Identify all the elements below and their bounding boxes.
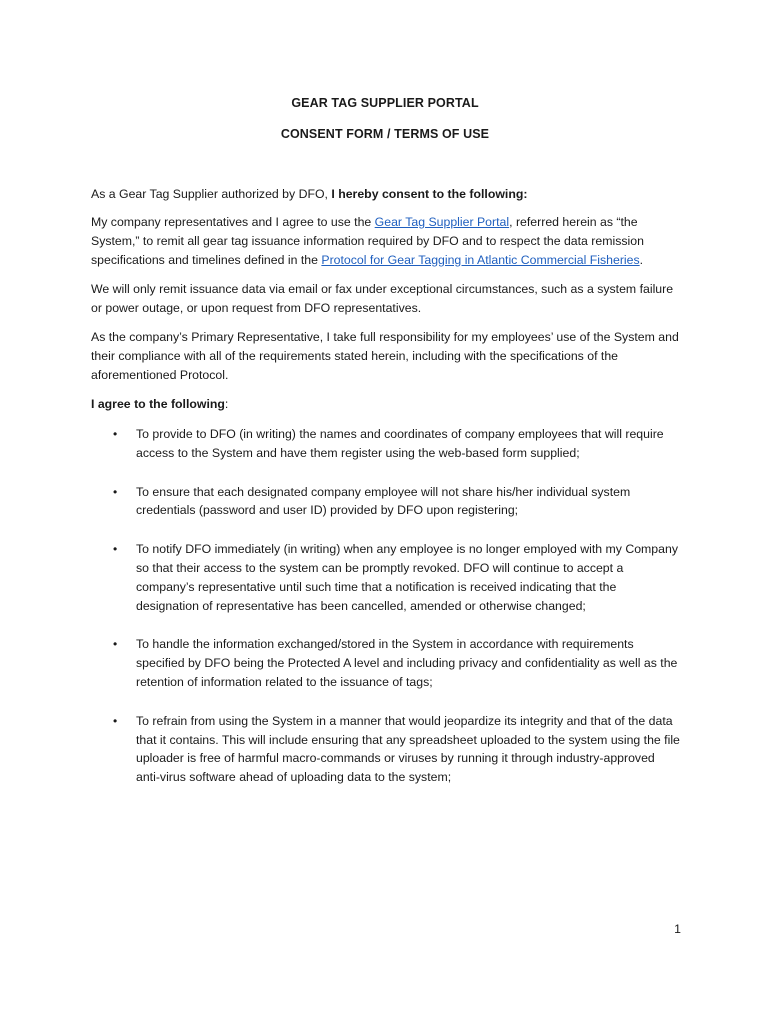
gear-tag-supplier-portal-link[interactable]: Gear Tag Supplier Portal	[374, 215, 510, 229]
protocol-gear-tagging-link[interactable]: Protocol for Gear Tagging in Atlantic Commercial Fisheries	[321, 252, 640, 267]
page-number: 1	[674, 922, 681, 936]
agree-heading-colon: :	[224, 397, 229, 411]
bullet-icon: •	[113, 542, 118, 557]
list-item-text: To notify DFO immediately (in writing) when any employee is no longer employed with my Company so that their access to the system can be promptly revoked. DFO will continue to accept a company’s representative until such time that a notification is received indicating that the designation of representative has been cancelled, amended or otherwise changed;	[136, 542, 678, 613]
intro-text: As a Gear Tag Supplier authorized by DFO,	[91, 187, 332, 201]
intro-consent-bold: I hereby consent to the following:	[331, 187, 528, 201]
paragraph-portal-usage	[91, 213, 681, 269]
paragraph-primary-representative: As the company’s Primary Representative, I take full responsibility for my employees’ use of the System and their compliance with all of the requirements stated herein, including with the specifications of the aforementioned Protocol.	[91, 330, 679, 382]
bullet-icon: •	[113, 427, 118, 441]
list-item-text: To provide to DFO (in writing) the names and coordinates of company employees that will require access to the System and have them register using the web-based form supplied;	[136, 427, 664, 460]
p1-text-3: .	[639, 252, 644, 267]
list-item-text: To ensure that each designated company employee will not share his/her individual system credentials (password and user ID) provided by DFO upon registering;	[136, 484, 631, 518]
bullet-icon: •	[113, 484, 118, 499]
agreement-list	[91, 425, 681, 787]
bullet-icon: •	[113, 713, 118, 728]
document-subtitle: CONSENT FORM / TERMS OF USE	[280, 127, 490, 141]
paragraph-exceptional-remission: We will only remit issuance data via email or fax under exceptional circumstances, such as a system failure or power outage, or upon request from DFO representatives.	[91, 282, 674, 315]
list-item-text: To handle the information exchanged/stored in the System in accordance with requirements specified by DFO being the Protected A level and including privacy and confidentiality as well as the retention of information related to the issuance of tags;	[136, 637, 678, 689]
document-title: GEAR TAG SUPPLIER PORTAL	[291, 96, 479, 110]
intro-paragraph	[91, 185, 681, 204]
agree-heading-bold: I agree to the following	[91, 397, 225, 411]
p1-text-2: , referred herein as “the System,” to remit all gear tag issuance information required by DFO and to respect the data remission specifications and timelines defined in the	[91, 215, 644, 267]
list-item	[91, 712, 681, 787]
bullet-icon: •	[113, 637, 118, 652]
list-item-text: To refrain from using the System in a manner that would jeopardize its integrity and that of the data that it contains. This will include ensuring that any spreadsheet uploaded to the system using the file uploader is free of harmful macro-commands or viruses by running it through industry-approved anti-virus software ahead of uploading data to the system;	[136, 713, 680, 785]
list-item	[91, 635, 681, 691]
list-item	[91, 425, 681, 463]
list-item	[91, 540, 681, 615]
list-item	[91, 483, 681, 521]
p1-text-1: My company representatives and I agree to use the	[91, 215, 375, 229]
agree-heading	[91, 395, 681, 414]
